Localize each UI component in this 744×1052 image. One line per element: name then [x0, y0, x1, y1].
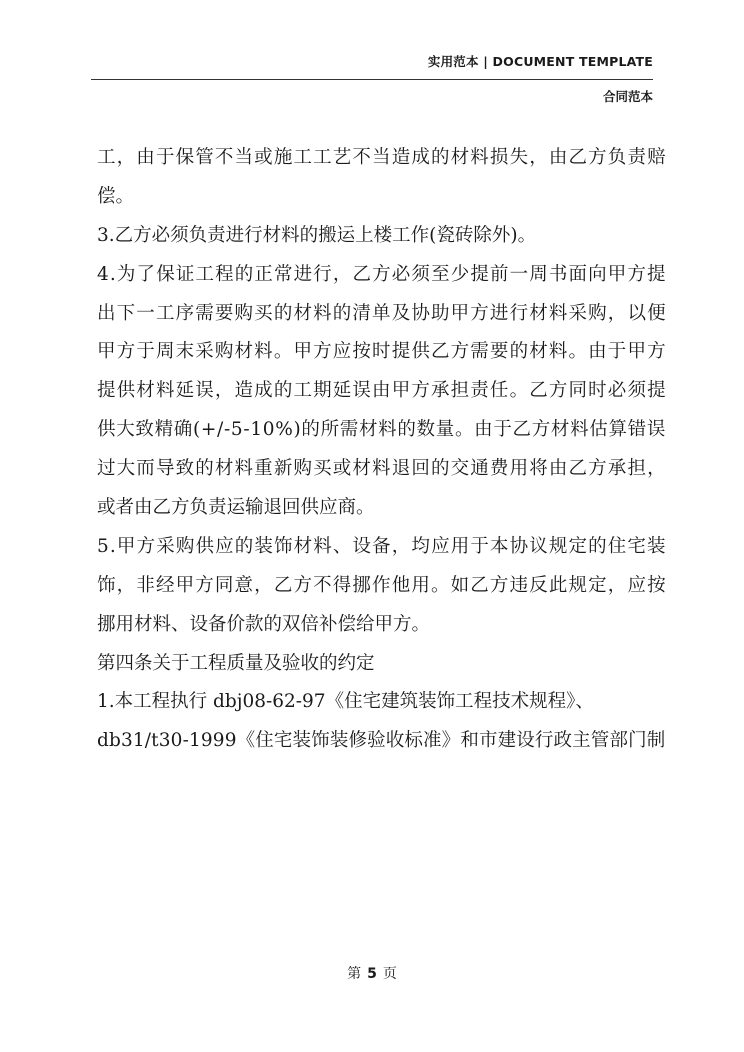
body-line: 挪用材料、设备价款的双倍补偿给甲方。 [97, 613, 431, 635]
page-label-prefix: 第 [347, 966, 362, 982]
body-line: 过大而导致的材料重新购买或材料退回的交通费用将由乙方承担， [97, 458, 667, 480]
page-number: 5 [367, 966, 377, 982]
body-line: 甲方于周末采购材料。甲方应按时提供乙方需要的材料。由于甲方 [97, 341, 667, 363]
document-header-subtitle: 合同范本 [602, 89, 653, 104]
section-heading: 第四条关于工程质量及验收的约定 [97, 652, 375, 674]
body-line: 或者由乙方负责运输退回供应商。 [97, 497, 375, 519]
body-line: 5.甲方采购供应的装饰材料、设备，均应用于本协议规定的住宅装 [97, 535, 667, 557]
body-line: 偿。 [97, 185, 135, 207]
page-label-suffix: 页 [382, 966, 397, 982]
body-line: 3.乙方必须负责进行材料的搬运上楼工作(瓷砖除外)。 [97, 224, 537, 246]
body-line: 供大致精确(+/-5-10%)的所需材料的数量。由于乙方材料估算错误 [97, 419, 667, 441]
page-footer [0, 963, 744, 983]
body-line: 4.为了保证工程的正常进行，乙方必须至少提前一周书面向甲方提 [97, 263, 667, 285]
body-line: 工，由于保管不当或施工工艺不当造成的材料损失，由乙方负责赔 [97, 147, 667, 168]
header-divider [91, 79, 653, 80]
body-line: 1.本工程执行 dbj08-62-97《住宅建筑装饰工程技术规程》、 [97, 691, 594, 713]
body-line: 饰，非经甲方同意，乙方不得挪作他用。如乙方违反此规定，应按 [97, 574, 667, 596]
body-line: db31/t30-1999《住宅装饰装修验收标准》和市建设行政主管部门制 [97, 730, 666, 752]
document-header-title: 实用范本 | DOCUMENT TEMPLATE [427, 54, 653, 69]
body-line: 提供材料延误，造成的工期延误由甲方承担责任。乙方同时必须提 [97, 380, 667, 402]
document-body [97, 139, 667, 761]
body-line: 出下一工序需要购买的材料的清单及协助甲方进行材料采购，以便 [97, 302, 667, 324]
